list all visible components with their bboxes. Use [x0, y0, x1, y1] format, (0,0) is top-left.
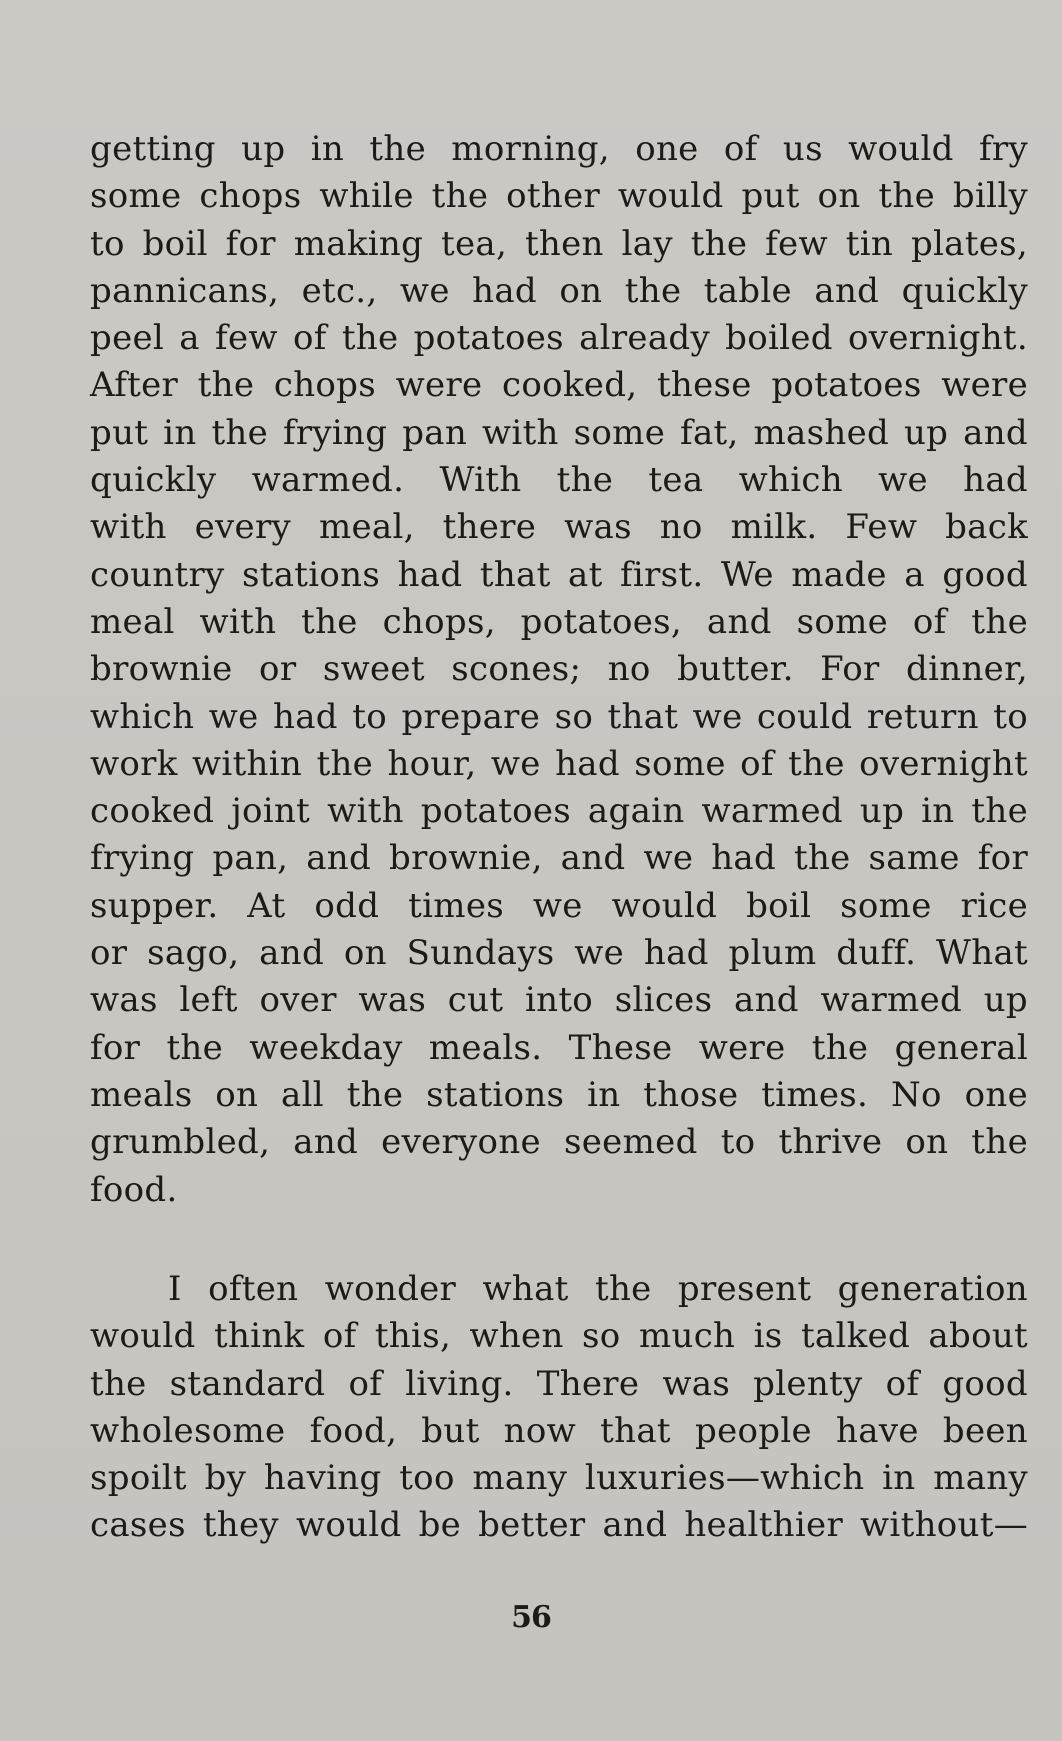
text-line: supper. At odd times we would boil some rice	[90, 885, 1028, 926]
text-line: wholesome food, but now that people have been	[90, 1410, 1028, 1451]
text-line: cooked joint with potatoes again warmed up in the	[90, 791, 1028, 832]
text-line: quickly warmed. With the tea which we had	[90, 460, 1028, 501]
text-line: food.	[90, 1169, 178, 1210]
text-line: peel a few of the potatoes already boiled overnight.	[90, 318, 1028, 359]
text-line: some chops while the other would put on the billy	[90, 176, 1028, 217]
text-line: cases they would be better and healthier without—	[90, 1505, 1028, 1546]
text-line: meals on all the stations in those times. No one	[90, 1074, 1028, 1115]
text-line: country stations had that at first. We made a good	[90, 554, 1028, 595]
text-line: with every meal, there was no milk. Few back	[90, 507, 1028, 548]
text-line: meal with the chops, potatoes, and some of the	[90, 601, 1028, 642]
text-line: I often wonder what the present generation	[168, 1269, 1028, 1309]
page-number: 56	[511, 1600, 551, 1635]
text-line: work within the hour, we had some of the overnight	[90, 743, 1028, 784]
text-line: the standard of living. There was plenty of good	[90, 1363, 1028, 1404]
text-line: or sago, and on Sundays we had plum duff. What	[90, 933, 1028, 974]
text-line: was left over was cut into slices and warmed up	[90, 980, 1028, 1021]
text-line: for the weekday meals. These were the general	[90, 1027, 1028, 1068]
text-line: would think of this, when so much is talked about	[90, 1316, 1028, 1357]
text-line: put in the frying pan with some fat, mashed up and	[90, 412, 1028, 453]
text-line: After the chops were cooked, these potatoes were	[90, 365, 1028, 406]
paragraph-1	[90, 126, 1028, 1214]
text-line: pannicans, etc., we had on the table and quickly	[90, 270, 1028, 311]
text-line: brownie or sweet scones; no butter. For dinner,	[90, 649, 1028, 690]
text-line: to boil for making tea, then lay the few tin plates,	[90, 223, 1028, 264]
text-line: spoilt by having too many luxuries—which in many	[90, 1458, 1028, 1499]
text-line: frying pan, and brownie, and we had the same for	[90, 838, 1028, 879]
text-line: which we had to prepare so that we could return to	[90, 696, 1028, 737]
text-line: getting up in the morning, one of us would fry	[90, 129, 1028, 169]
paragraph-2	[90, 1266, 1028, 1550]
text-line: grumbled, and everyone seemed to thrive on the	[90, 1122, 1028, 1163]
